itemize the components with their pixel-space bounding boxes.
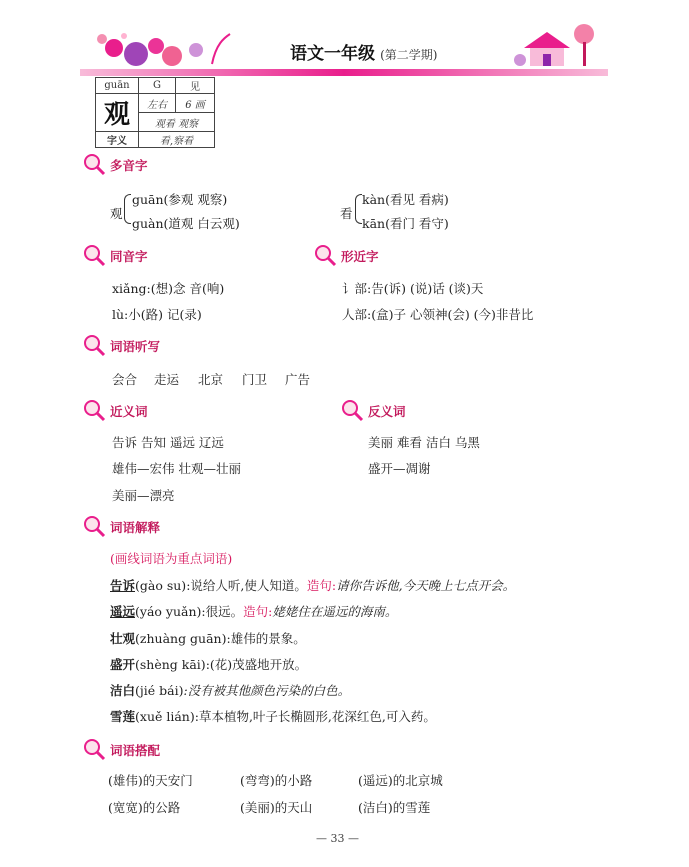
similar-shape-line-2: 人部:(盒)子 心领神(会) (今)非昔比: [342, 307, 534, 322]
section-explanation-title: 词语解释: [110, 520, 161, 535]
entry-definition: :草本植物,叶子长椭圆形,花深红色,可入药。: [194, 709, 436, 724]
entry-pinyin: (zhuàng guān): [135, 631, 227, 646]
right-brace: [355, 194, 362, 224]
section-collocation-title: 词语搭配: [110, 743, 161, 758]
section-antonym-title: 反义词: [368, 404, 406, 419]
collocation-item: (弯弯)的小路: [240, 773, 313, 788]
entry-example-label: 造句:: [243, 604, 273, 619]
polyphone-right-char: 看: [340, 206, 353, 221]
dictation-word: 门卫: [242, 372, 268, 387]
header-title: 语文一年级: [290, 44, 375, 64]
explanation-entry: [110, 655, 307, 673]
card-words: 观看 观察: [139, 113, 215, 132]
collocation-item: (洁白)的雪莲: [358, 800, 431, 815]
synonym-line-1: 告诉 告知 遥远 辽远: [112, 435, 224, 450]
header-subtitle: (第二学期): [380, 48, 438, 62]
entry-pinyin: (gào su): [135, 578, 187, 593]
entry-pinyin: (jié bái): [135, 683, 184, 698]
card-pinyin: guān: [96, 78, 139, 94]
card-structure: 左右: [139, 94, 176, 113]
section-polyphone-title: 多音字: [110, 158, 148, 173]
magnifier-icon: [82, 737, 106, 761]
entry-definition: :说给人听,使人知道。: [186, 578, 307, 593]
left-brace: [124, 194, 131, 224]
dictation-word: 会合: [112, 372, 138, 387]
magnifier-icon: [340, 398, 364, 422]
entry-example: 请你告诉他,今天晚上七点开会。: [336, 578, 516, 593]
collocation-item: (遥远)的北京城: [358, 773, 443, 788]
entry-example: 姥姥住在遥远的海南。: [272, 604, 398, 619]
section-synonym-title: 近义词: [110, 404, 148, 419]
homophone-line-2: lù:小(路) 记(录): [112, 307, 202, 322]
header-banner: [80, 20, 608, 76]
synonym-line-3: 美丽—漂亮: [112, 488, 175, 503]
entry-definition: :(花)茂盛地开放。: [205, 657, 308, 672]
polyphone-right-line-2: kān(看门 看守): [362, 216, 449, 231]
entry-definition: :很远。: [201, 604, 244, 619]
explanation-entry: [110, 576, 515, 594]
entry-word: 雪莲: [110, 709, 136, 724]
magnifier-icon: [82, 152, 106, 176]
dictation-word: 广告: [285, 372, 311, 387]
explanation-entry: [110, 629, 306, 647]
entry-pinyin: (yáo yuǎn): [135, 604, 202, 619]
explanation-note: (画线词语为重点词语): [110, 551, 233, 566]
antonym-line-2: 盛开—凋谢: [368, 461, 431, 476]
entry-word: 洁白: [110, 683, 136, 698]
magnifier-icon: [82, 398, 106, 422]
explanation-entry: [110, 681, 350, 699]
card-radical: 见: [176, 78, 215, 94]
collocation-item: (雄伟)的天安门: [108, 773, 193, 788]
entry-example-label: 造句:: [306, 578, 337, 593]
dictation-word: 北京: [198, 372, 224, 387]
explanation-entry: [110, 602, 397, 620]
magnifier-icon: [82, 333, 106, 357]
polyphone-left-char: 观: [110, 206, 123, 221]
magnifier-icon: [82, 514, 106, 538]
flower-decoration-icon: [84, 24, 234, 70]
section-homophone-title: 同音字: [110, 249, 148, 264]
explanation-entry: [110, 707, 436, 725]
entry-pinyin: (shèng kāi): [135, 657, 206, 672]
card-meaning-label: 字义: [96, 132, 139, 148]
entry-word: 遥远: [110, 604, 136, 619]
collocation-item: (美丽)的天山: [240, 800, 313, 815]
header-underline: [80, 69, 608, 76]
entry-word: 告诉: [110, 578, 136, 593]
card-strokes: 6 画: [176, 94, 215, 113]
synonym-line-2: 雄伟—宏伟 壮观—壮丽: [112, 461, 241, 476]
card-radical-letter: G: [139, 78, 176, 94]
page-number: — 33 —: [316, 832, 359, 845]
magnifier-icon: [313, 243, 337, 267]
card-meaning: 看,察看: [139, 132, 215, 148]
polyphone-right-line-1: kàn(看见 看病): [362, 192, 449, 207]
section-similar-shape-title: 形近字: [341, 249, 379, 264]
card-character: 观: [96, 94, 139, 132]
homophone-line-1: xiǎng:(想)念 音(响): [112, 281, 225, 296]
antonym-line-1: 美丽 难看 洁白 乌黑: [368, 435, 480, 450]
polyphone-left-line-1: guān(参观 观察): [132, 192, 228, 207]
section-dictation-title: 词语听写: [110, 339, 161, 354]
similar-shape-line-1: 讠部:告(诉) (说)话 (谈)天: [342, 281, 484, 296]
entry-word: 盛开: [110, 657, 136, 672]
dictation-word: 走运: [154, 372, 180, 387]
magnifier-icon: [82, 243, 106, 267]
collocation-item: (宽宽)的公路: [108, 800, 181, 815]
entry-definition: :雄伟的景象。: [226, 631, 306, 646]
polyphone-left-line-2: guàn(道观 白云观): [132, 216, 240, 231]
character-card: [95, 77, 215, 148]
entry-pinyin: (xuě lián): [135, 709, 195, 724]
entry-word: 壮观: [110, 631, 136, 646]
house-decoration-icon: [508, 20, 604, 70]
entry-definition: :没有被其他颜色污染的白色。: [183, 683, 351, 698]
